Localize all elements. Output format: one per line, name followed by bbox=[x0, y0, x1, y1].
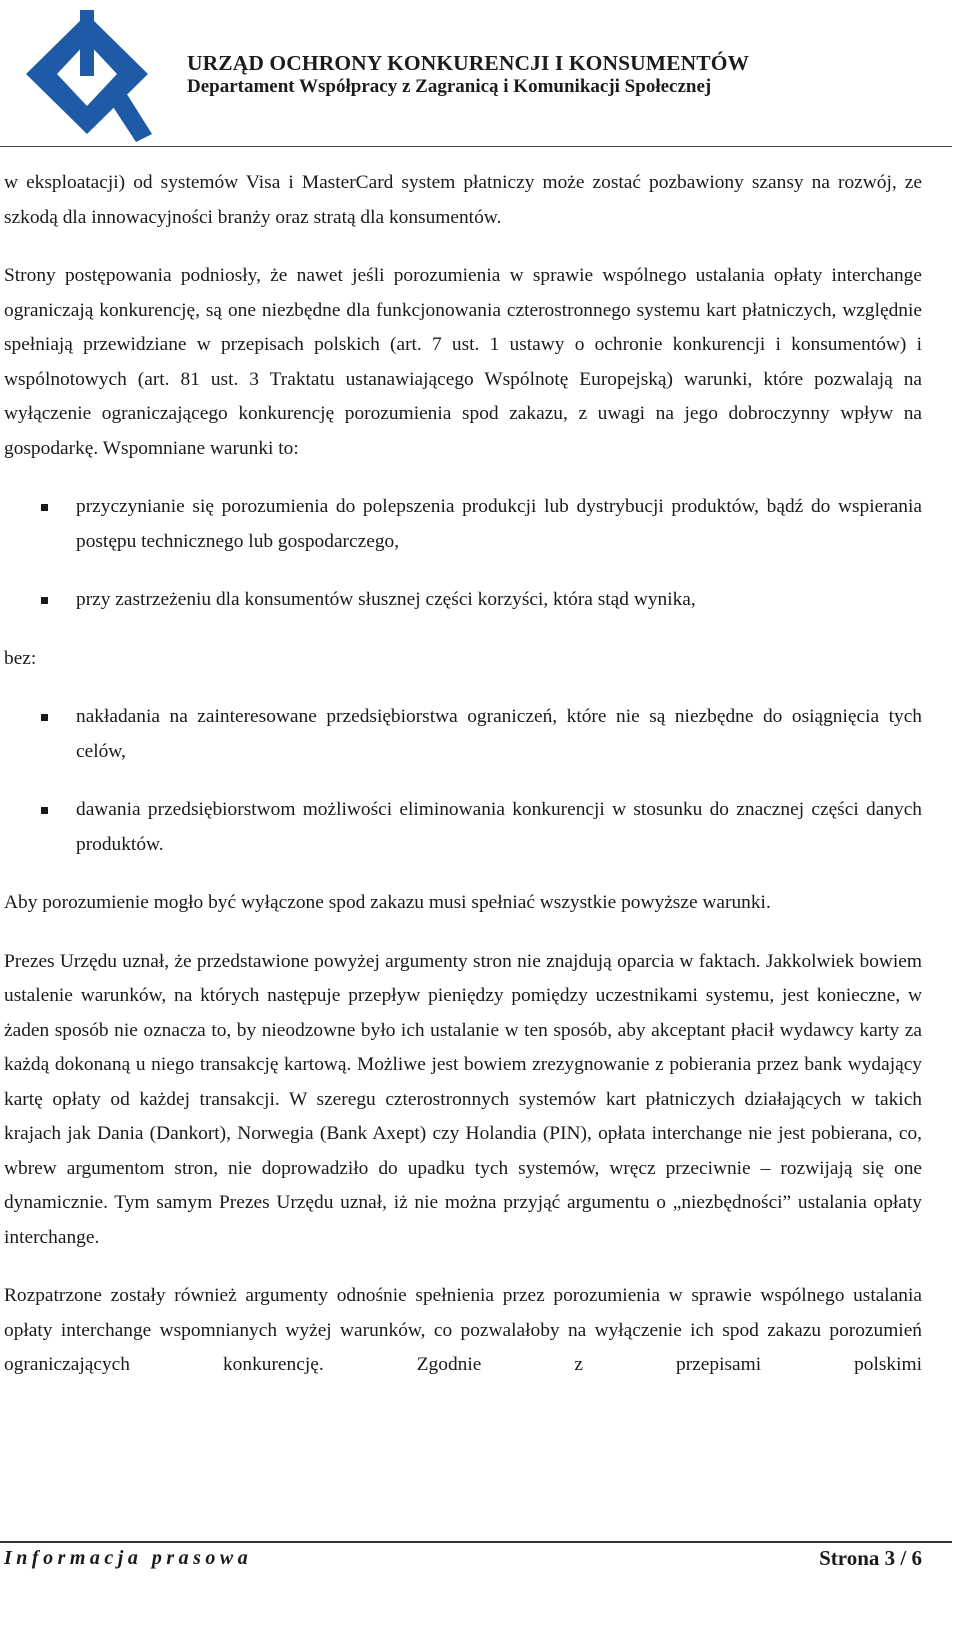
list-item bbox=[4, 490, 922, 559]
list-item-text: przyczynianie się porozumienia do polepszenia produkcji lub dystrybucji produktów, bądź do wspierania postępu technicznego lub gospodarczego, bbox=[76, 496, 922, 552]
footer-page-number: Strona 3 / 6 bbox=[819, 1546, 922, 1570]
exclusions-list bbox=[4, 700, 922, 862]
bullet-square-icon bbox=[41, 714, 48, 721]
uokik-logo-icon bbox=[20, 10, 155, 142]
organization-name-block bbox=[187, 51, 749, 99]
department-name: Departament Współpracy z Zagranicą i Komunikacji Społecznej bbox=[187, 76, 712, 97]
bullet-square-icon bbox=[41, 504, 48, 511]
bez-label: bez: bbox=[4, 647, 37, 669]
bullet-square-icon bbox=[41, 597, 48, 604]
list-item bbox=[4, 583, 922, 618]
list-item-text: dawania przedsiębiorstwom możliwości eliminowania konkurencji w stosunku do znacznej części danych produktów. bbox=[76, 799, 922, 855]
paragraph-5: Rozpatrzone zostały również argumenty odnośnie spełnienia przez porozumienia w sprawie wspólnego ustalania opłaty interchange wspomnianych wyżej warunków, co pozwalałoby na wyłączenie ich spod zakazu porozumień ograniczających konkurencję. Zgodnie z przepisami polskimi bbox=[4, 1285, 922, 1375]
organization-name: URZĄD OCHRONY KONKURENCJI I KONSUMENTÓW bbox=[187, 51, 750, 75]
header-divider bbox=[0, 146, 952, 147]
footer-document-type: Informacja prasowa bbox=[4, 1547, 253, 1569]
paragraph-3: Aby porozumienie mogło być wyłączone spod zakazu musi spełniać wszystkie powyższe warunki. bbox=[4, 892, 771, 913]
paragraph-4: Prezes Urzędu uznał, że przedstawione powyżej argumenty stron nie znajdują oparcia w faktach. Jakkolwiek bowiem ustalenie warunków, na których następuje przepływ pieniędzy pomiędzy uczestnikami systemu, jest konieczne, w żaden sposób nie oznacza to, by nieodzowne było ich ustalanie w ten sposób, aby akceptant płacił wydawcy karty za każdą dokonaną u niego transakcję kartową. Możliwe jest bowiem zrezygnowanie z pobierania przez bank wydający kartę opłaty od każdej transakcji. W szeregu czterostronnych systemów kart płatniczych działających w takich krajach jak Dania (Dankort), Norwegia (Bank Axept) czy Holandia (PIN), opłata interchange nie jest pobierana, co, wbrew argumentom stron, nie doprowadziło do upadku tych systemów, wręcz przeciwnie – rozwijają się one dynamicznie. Tym samym Prezes Urzędu uznał, iż nie można przyjąć argumentu o „niezbędności” ustalania opłaty interchange. bbox=[4, 950, 922, 1248]
paragraph-1: w eksploatacji) od systemów Visa i MasterCard system płatniczy może zostać pozbawiony szansy na rozwój, ze szkodą dla innowacyjności branży oraz stratą dla konsumentów. bbox=[4, 172, 922, 228]
conditions-list bbox=[4, 490, 922, 618]
page-header bbox=[0, 0, 960, 150]
document-body bbox=[4, 166, 922, 1383]
list-item-text: przy zastrzeżeniu dla konsumentów słusznej części korzyści, która stąd wynika, bbox=[76, 589, 696, 610]
paragraph-2: Strony postępowania podniosły, że nawet jeśli porozumienia w sprawie wspólnego ustalania opłaty interchange ograniczają konkurencję, są one niezbędne dla funkcjonowania czterostronnego systemu kart płatniczych, względnie spełniają przewidziane w przepisach polskich (art. 7 ust. 1 ustawy o ochronie konkurencji i konsumentów) i wspólnotowych (art. 81 ust. 3 Traktatu ustanawiającego Wspólnotę Europejską) warunki, które pozwalają na wyłączenie ograniczającego konkurencję porozumienia spod zakazu, z uwagi na jego dobroczynny wpływ na gospodarkę. Wspomniane warunki to: bbox=[4, 265, 922, 459]
list-item bbox=[4, 700, 922, 769]
bullet-square-icon bbox=[41, 807, 48, 814]
list-item bbox=[4, 793, 922, 862]
list-item-text: nakładania na zainteresowane przedsiębiorstwa ograniczeń, które nie są niezbędne do osiągnięcia tych celów, bbox=[76, 706, 922, 762]
